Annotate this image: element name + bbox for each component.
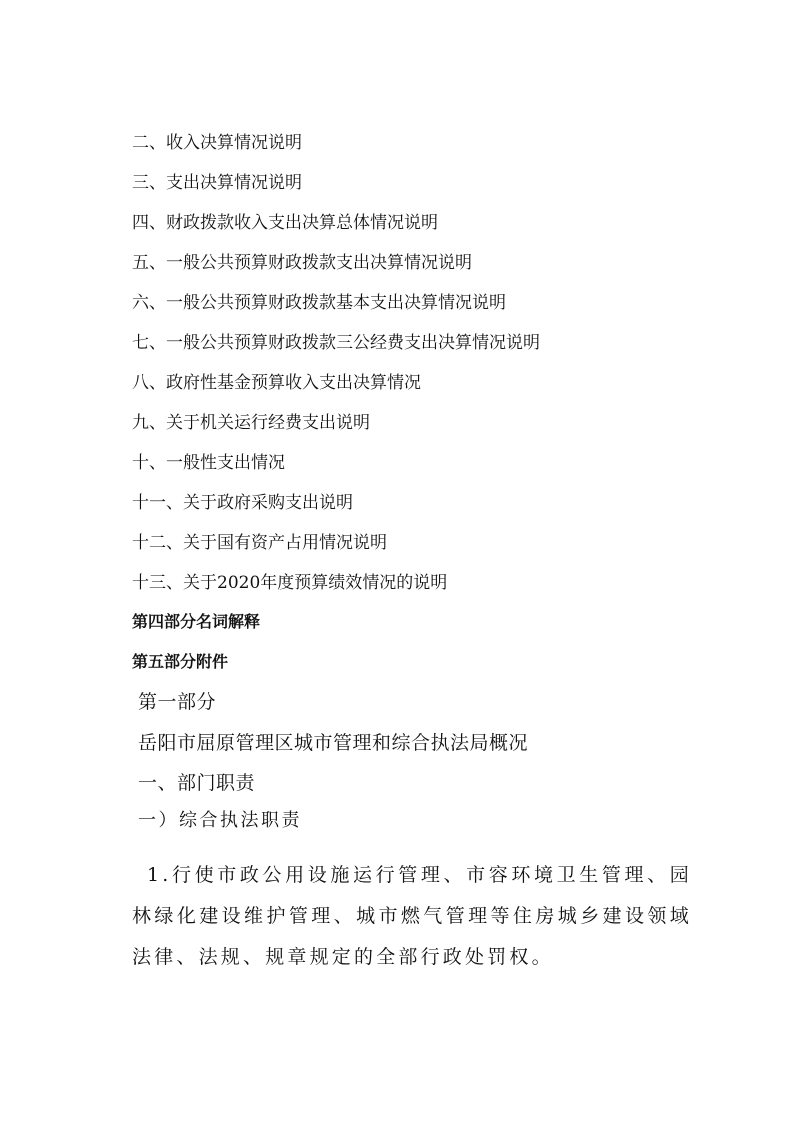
toc-item: 四、财政拨款收入支出决算总体情况说明 [132,213,438,233]
toc-item: 十二、关于国有资产占用情况说明 [132,533,387,553]
toc-item: 三、支出决算情况说明 [132,173,302,193]
subsection-heading: 一）综合执法职责 [138,810,302,831]
toc-part4-heading: 第四部分名词解释 [132,612,261,631]
toc-item: 十三、关于2020年度预算绩效情况的说明 [132,573,448,593]
toc-item: 十、一般性支出情况 [132,453,285,473]
toc-item: 十一、关于政府采购支出说明 [132,493,353,513]
toc-part5-heading: 第五部分附件 [132,652,229,671]
part-heading: 第一部分 [138,691,217,713]
body-paragraph: 1.行使市政公用设施运行管理、市容环境卫生管理、园林绿化建设维护管理、城市燃气管理等住房城乡建设领域法律、法规、规章规定的全部行政处罚权。 [132,864,692,968]
part-title: 岳阳市屈原管理区城市管理和综合执法局概况 [138,732,529,754]
toc-item: 九、关于机关运行经费支出说明 [132,413,370,433]
toc-item: 二、收入决算情况说明 [132,133,302,153]
toc-item: 八、政府性基金预算收入支出决算情况 [132,373,421,393]
section-heading: 一、部门职责 [138,772,256,794]
toc-item: 五、一般公共预算财政拨款支出决算情况说明 [132,253,472,273]
toc-item: 七、一般公共预算财政拨款三公经费支出决算情况说明 [132,333,540,353]
toc-item: 六、一般公共预算财政拨款基本支出决算情况说明 [132,293,506,313]
